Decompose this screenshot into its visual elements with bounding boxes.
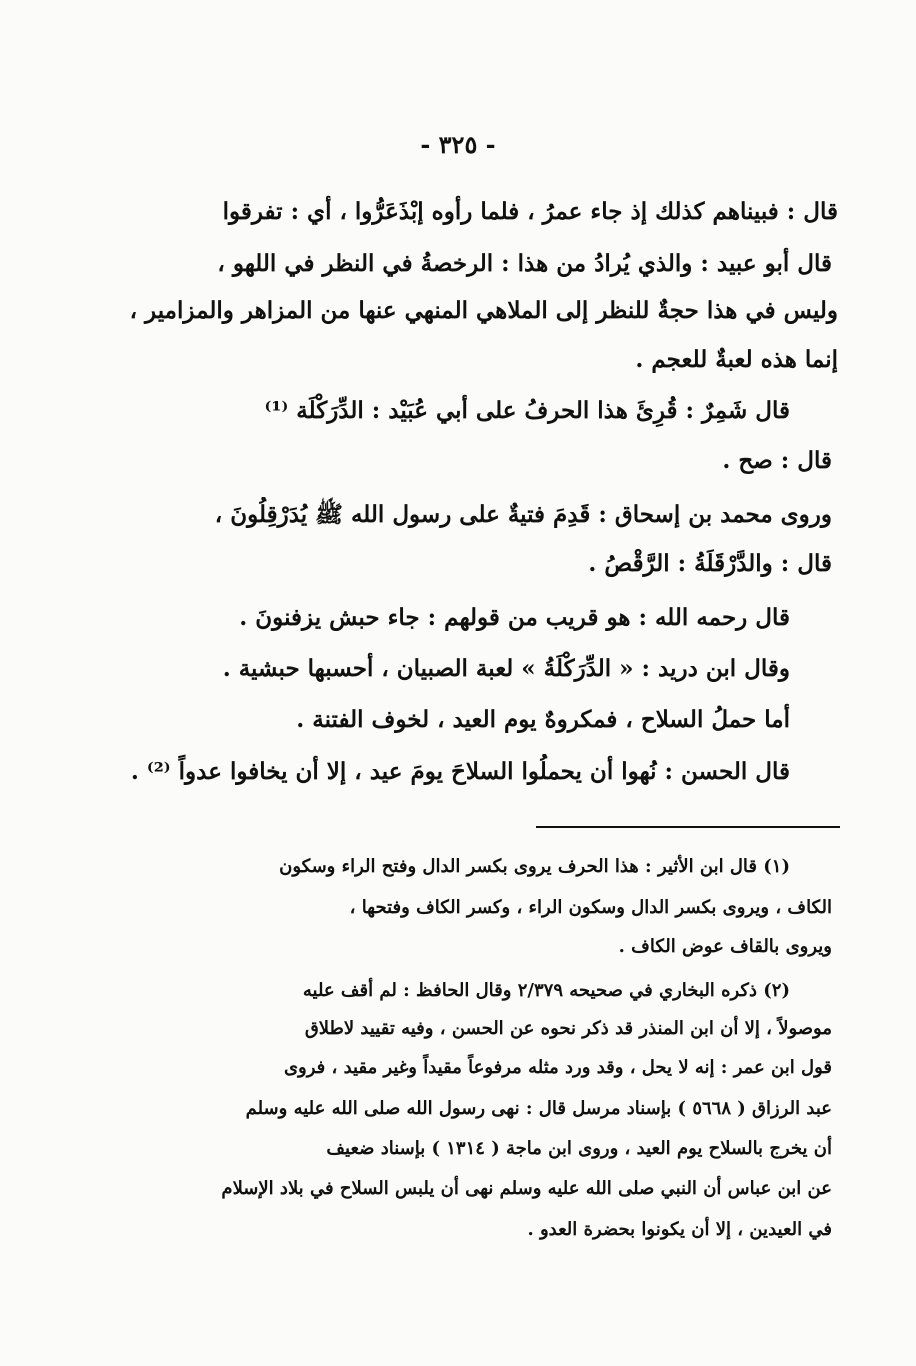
footnote-line: الكاف ، ويروى بكسر الدال وسكون الراء ، وكسر الكاف وفتحها ، [349,897,832,918]
main-text-line: وليس في هذا حجةٌ للنظر إلى الملاهي المنهي عنها من المزاهر والمزامير ، [129,297,838,324]
main-text-line: أما حملُ السلاح ، فمكروهٌ يوم العيد ، لخوف الفتنة . [296,706,790,733]
main-text-line: وروى محمد بن إسحاق : قَدِمَ فتيةٌ على رسول الله ﷺ يُدَرْقِلُونَ ، [214,501,832,528]
footnote-line: ويروى بالقاف عوض الكاف . [618,936,832,957]
footnote-line: في العيدين ، إلا أن يكونوا بحضرة العدو . [527,1219,832,1240]
footnote-line: قول ابن عمر : إنه لا يحل ، وقد ورد مثله مرفوعاً مقيداً وغير مقيد ، فروى [283,1057,832,1078]
main-text-line: إنما هذه لعبةٌ للعجم . [635,346,838,373]
main-text-line: قال : والدَّرْقَلَةُ : الرَّقْصُ . [588,550,832,577]
main-text-line: قال أبو عبيد : والذي يُرادُ من هذا : الرخصةُ في النظر في اللهو ، [217,250,832,277]
footnote-line: (٢) ذكره البخاري في صحيحه ٢/٣٧٩ وقال الحافظ : لم أقف عليه [302,980,790,1001]
footnote-line: عن ابن عباس أن النبي صلى الله عليه وسلم نهى أن يلبس السلاح في بلاد الإسلام [221,1178,832,1199]
main-text-line: قال رحمه الله : هو قريب من قولهم : جاء حبش يزفنونَ . [239,604,790,631]
footnote-line: (١) قال ابن الأثير : هذا الحرف يروى بكسر الدال وفتح الراء وسكون [279,856,790,877]
footnote-line: موصولاً ، إلا أن ابن المنذر قد ذكر نحوه عن الحسن ، وفيه تقييد لاطلاق [304,1018,832,1039]
footnote-separator [536,826,840,828]
footnote-line: عبد الرزاق ( ٥٦٦٨ ) بإسناد مرسل قال : نهى رسول الله صلى الله عليه وسلم [245,1098,832,1119]
main-text-line: قال شَمِرٌ : قُرِئَ هذا الحرفُ على أبي عُبَيْد : الدِّرَكْلَة ⁽¹⁾ [264,397,790,424]
footnote-line: أن يخرج بالسلاح يوم العيد ، وروى ابن ماجة ( ١٣١٤ ) بإسناد ضعيف [326,1138,832,1159]
main-text-line: قال الحسن : نُهوا أن يحملُوا السلاحَ يومَ عيد ، إلا أن يخافوا عدواً ⁽²⁾ . [130,758,790,785]
main-text-line: قال : فبيناهم كذلك إذ جاء عمرُ ، فلما رأوه إبْذَعَرُّوا ، أي : تفرقوا [222,198,838,225]
main-text-line: وقال ابن دريد : « الدِّرَكْلَةُ » لعبة الصبيان ، أحسبها حبشية . [222,655,790,682]
page-number: - ٣٢٥ - [420,130,496,159]
main-text-line: قال : صح . [722,447,832,474]
